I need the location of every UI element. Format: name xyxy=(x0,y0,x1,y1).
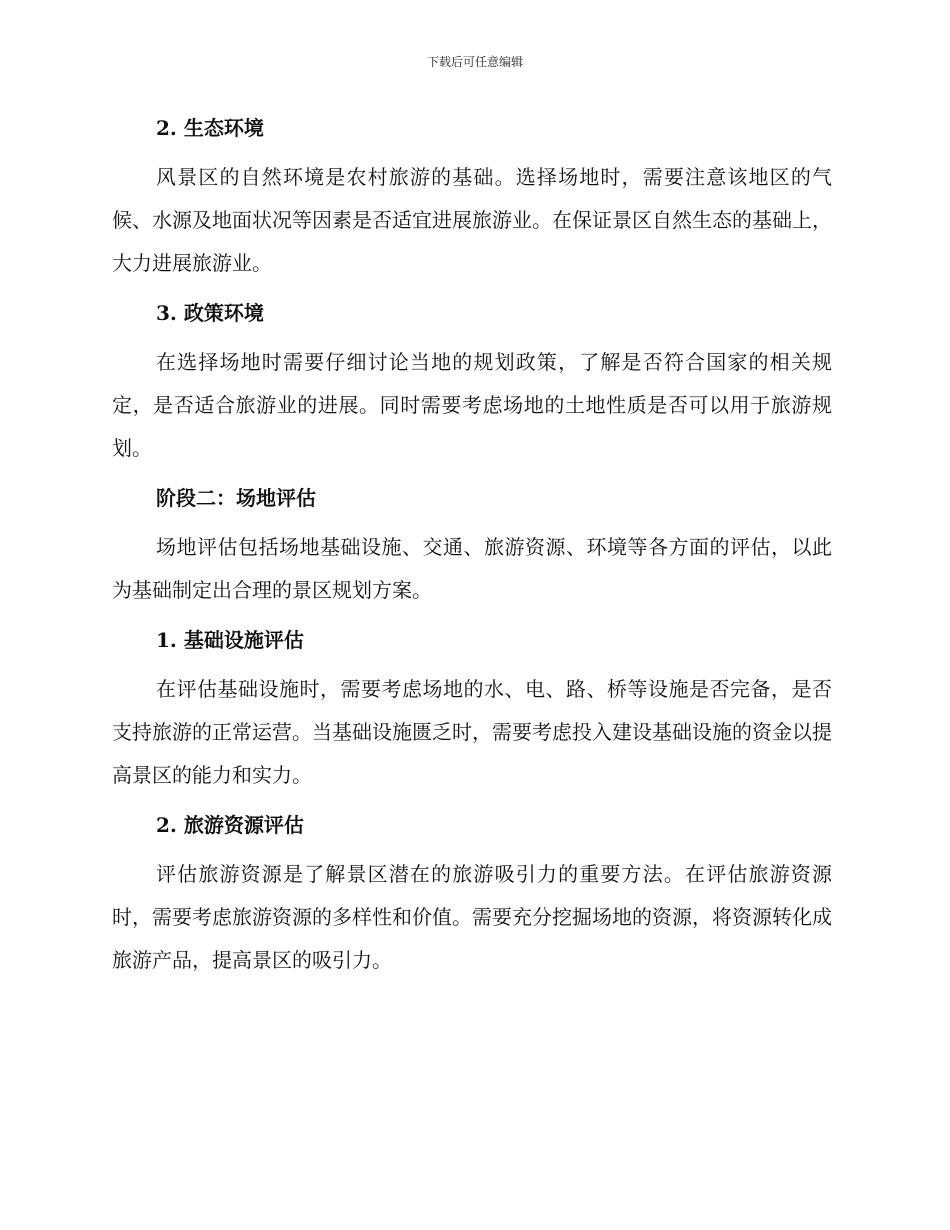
section-paragraph: 在评估基础设施时，需要考虑场地的水、电、路、桥等设施是否完备，是否支持旅游的正常运营。当基础设施匮乏时，需要考虑投入建设基础设施的资金以提高景区的能力和实力。 xyxy=(112,677,832,787)
page-header: 下载后可任意编辑 xyxy=(426,55,523,69)
section-heading: 1. 基础设施评估 xyxy=(156,628,304,652)
section-paragraph: 场地评估包括场地基础设施、交通、旅游资源、环境等各方面的评估，以此为基础制定出合理的景区规划方案。 xyxy=(112,535,832,602)
section-heading: 2. 生态环境 xyxy=(156,116,264,140)
section-paragraph: 在选择场地时需要仔细讨论当地的规划政策，了解是否符合国家的相关规定，是否适合旅游业的进展。同时需要考虑场地的土地性质是否可以用于旅游规划。 xyxy=(112,350,832,460)
section-paragraph: 风景区的自然环境是农村旅游的基础。选择场地时，需要注意该地区的气候、水源及地面状况等因素是否适宜进展旅游业。在保证景区自然生态的基础上，大力进展旅游业。 xyxy=(112,165,832,275)
section-heading: 阶段二：场地评估 xyxy=(156,486,316,510)
section-heading: 2. 旅游资源评估 xyxy=(156,813,304,837)
document-body xyxy=(112,106,832,982)
section-paragraph: 评估旅游资源是了解景区潜在的旅游吸引力的重要方法。在评估旅游资源时，需要考虑旅游资源的多样性和价值。需要充分挖掘场地的资源，将资源转化成旅游产品，提高景区的吸引力。 xyxy=(112,862,832,972)
section-heading: 3. 政策环境 xyxy=(156,301,264,325)
